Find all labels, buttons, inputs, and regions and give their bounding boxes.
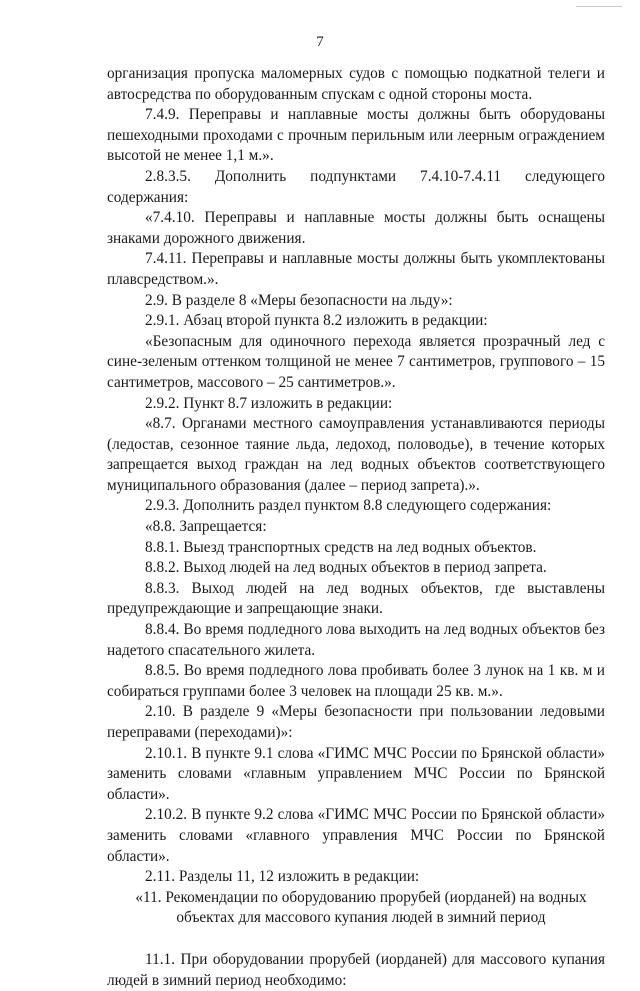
paragraph: 11.1. При оборудовании прорубей (иорданей) для массового купания людей в зимний период необходимо:	[107, 950, 605, 989]
paragraph: 2.9. В разделе 8 «Меры безопасности на льду»:	[145, 291, 453, 309]
paragraph: 2.9.2. Пункт 8.7 изложить в редакции:	[145, 394, 393, 412]
paragraph: 7.4.11. Переправы и наплавные мосты должны быть укомплектованы плавсредством.».	[107, 250, 605, 288]
paragraph: 8.8.1. Выезд транспортных средств на лед водных объектов.	[145, 538, 537, 556]
paragraph: 2.9.1. Абзац второй пункта 8.2 изложить в редакции:	[145, 312, 488, 330]
paragraph: 2.9.3. Дополнить раздел пунктом 8.8 следующего содержания:	[145, 497, 552, 515]
paragraph: 8.8.2. Выход людей на лед водных объектов в период запрета.	[145, 559, 547, 577]
section-heading: «11. Рекомендации по оборудованию прорубей (иорданей) на водных объектах для массового купания людей в зимний период	[135, 888, 587, 927]
paragraph: 2.11. Разделы 11, 12 изложить в редакции:	[145, 868, 420, 886]
document-body	[107, 64, 605, 991]
paragraph: «7.4.10. Переправы и наплавные мосты должны быть оснащены знаками дорожного движения.	[107, 209, 605, 247]
paragraph: 2.10. В разделе 9 «Меры безопасности при пользовании ледовыми переправами (переходами)»:	[107, 703, 605, 741]
paragraph: 2.8.3.5. Дополнить подпунктами 7.4.10-7.4.11 следующего содержания:	[107, 167, 605, 206]
paragraph: 8.8.5. Во время подледного лова пробивать более 3 лунок на 1 кв. м и собираться группами более 3 человек на площади 25 кв. м.».	[107, 662, 605, 700]
paragraph: «8.7. Органами местного самоуправления устанавливаются периоды (ледостав, сезонное таяние льда, ледоход, половодье), в течение которых запрещается выход граждан на лед водных объектов соответствующего муниципального образования (далее – период запрета).».	[107, 415, 605, 494]
paragraph: 2.10.1. В пункте 9.1 слова «ГИМС МЧС России по Брянской области» заменить словами «главным управлением МЧС России по Брянской области».	[107, 744, 605, 803]
paragraph: организация пропуска маломерных судов с помощью подкатной телеги и автосредства по оборудованным спускам с одной стороны моста.	[107, 65, 605, 103]
page-number: 7	[316, 34, 324, 50]
paragraph: 8.8.4. Во время подледного лова выходить на лед водных объектов без надетого спасательного жилета.	[107, 621, 605, 659]
paragraph: 7.4.9. Переправы и наплавные мосты должны быть оборудованы пешеходными проходами с прочным перильным или леерным ограждением высотой не менее 1,1 м.».	[107, 106, 605, 165]
scan-artifact	[576, 6, 622, 7]
paragraph: 2.10.2. В пункте 9.2 слова «ГИМС МЧС России по Брянской области» заменить словами «главного управления МЧС России по Брянской области».	[107, 806, 605, 865]
paragraph: 8.8.3. Выход людей на лед водных объектов, где выставлены предупреждающие и запрещающие знаки.	[107, 579, 605, 618]
paragraph: «Безопасным для одиночного перехода является прозрачный лед с сине-зеленым оттенком толщиной не менее 7 сантиметров, группового – 15 сантиметров, массового – 25 сантиметров.».	[107, 332, 605, 391]
paragraph: «8.8. Запрещается:	[145, 518, 267, 536]
